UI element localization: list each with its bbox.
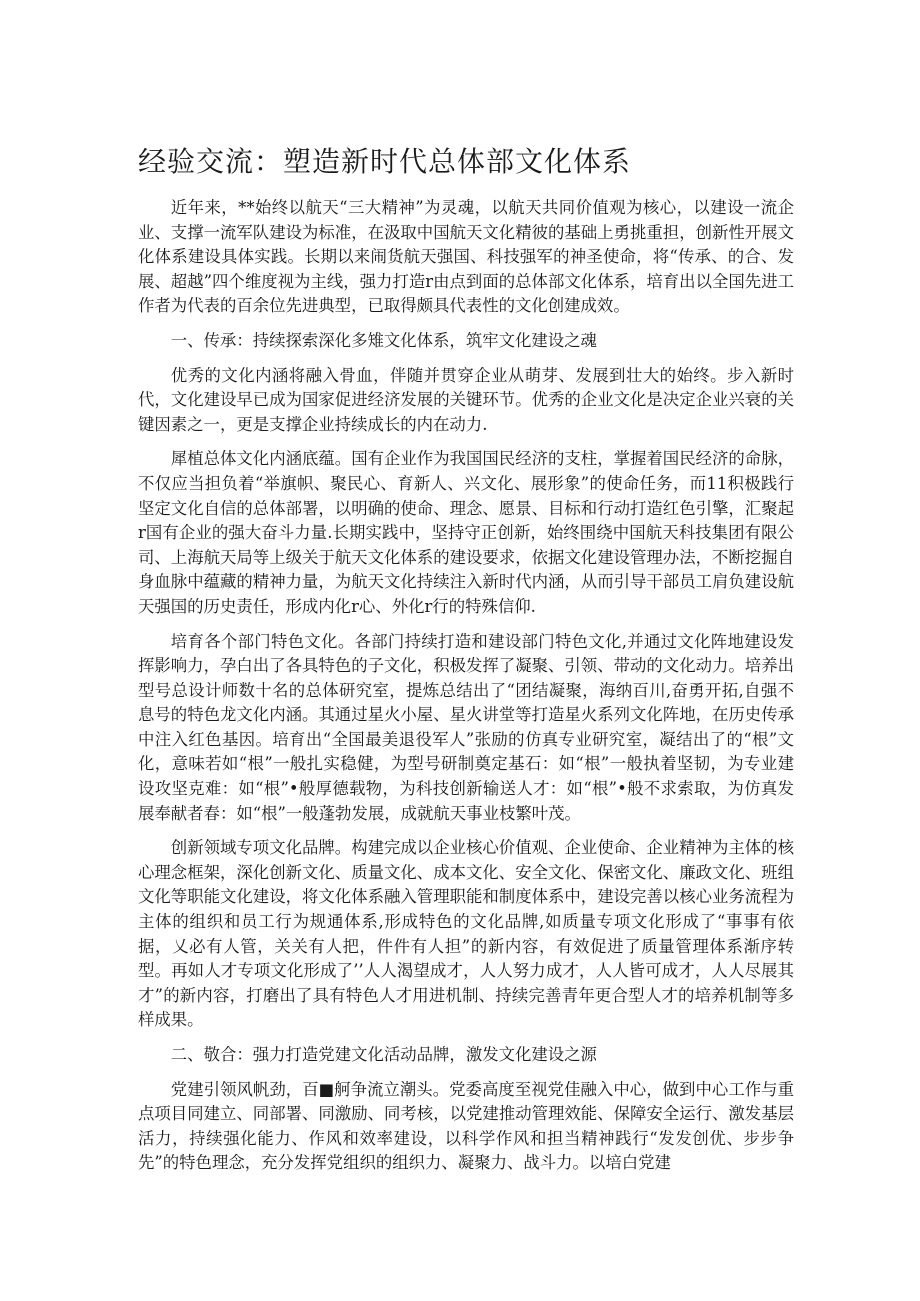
intro-paragraph: 近年来，**始终以航天“三大精神”为灵魂，以航天共同价值观为核心，以建设一流企业、支撑一流军队建设为标准，在汲取中国航天文化精彼的基础上勇挑重担，创新性开展文化体系建设具体实践。长期以来闹货航天强国、科技强军的神圣使命，将“传承、的合、发展、超越”四个维度视为主线，强力打造r由点到面的总体部文化体系，培育出以全国先进工作者为代表的百余位先进典型，已取得颇具代表性的文化创建成效。	[138, 198, 794, 316]
section-1-paragraph-3: 培育各个部门特色文化。各部门持续打造和建设部门特色文化,并通过文化阵地建设发挥影响力，孕白出了各具特色的子文化，积极发挥了凝聚、引领、带动的文化动力。培养出型号总设计师数十名的总体研究室，提炼总结出了“团结凝聚，海纳百川,奋勇开拓,自强不息号的特色龙文化内涵。其通过星火小屋、星火讲堂等打造星火系列文化阵地，在历史传承中注入红色基因。培育出“全国最美退役军人”张励的仿真专业研究室，凝结出了的“根”文化，意味若如“根”一般扎实稳健，为型号研制奠定基石：如“根”一般执着坚韧，为专业建设攻坚克难：如“根”•般厚德载物，为科技创新输送人才：如“根”•般不求索取，为仿真发展奉献者春：如“根”一般蓬勃发展，成就航天事业枝繁叶茂。	[138, 631, 794, 823]
section-1-paragraph-2: 犀植总体文化内涵底蕴。国有企业作为我国国民经济的支柱，掌握着国民经济的命脉，不仅应当担负着“举旗帜、聚民心、育新人、兴文化、展形象”的使命任务，而11积极践行坚定文化自信的总体部署，以明确的使命、理念、愿景、目标和行动打造红色引擎，汇聚起r国有企业的强大奋斗力量.长期实践中，坚持守正创新，始终围绕中国航天科技集团有限公司、上海航天局等上级关于航天文化体系的建设要求，依据文化建设管理办法，不断挖掘自身血脉中蕴藏的精神力量，为航天文化持续注入新时代内涵，从而引导干部员工肩负建设航天强国的历史责任，形成内化r心、外化r行的特殊信仰.	[138, 449, 794, 616]
document-title: 经验交流：塑造新时代总体部文化体系	[138, 145, 632, 178]
section-2-heading: 二、敬合：强力打造党建文化活动品牌，激发文化建设之源	[170, 1045, 597, 1064]
section-2-paragraph-1: 党建引领风帆劲，百■舸争流立潮头。党委高度至视党佳融入中心，做到中心工作与重点项目同建立、同部署、同激励、同考核，以党建推动管理效能、保障安全运行、激发基层活力，持续强化能力、作风和效率建设，以科学作风和担当精神践行“发发创优、步步争先”的特色理念，充分发挥党组织的组织力、凝聚力、战斗力。以培白党建	[138, 1079, 794, 1173]
section-1-paragraph-1: 优秀的文化内涵将融入骨血，伴随并贯穿企业从萌芽、发展到壮大的始终。步入新时代，文化建设早已成为国家促进经济发展的关键环节。优秀的企业文化是决定企业兴衰的关键因素之一，更是支撑企业持续成长的内在动力.	[138, 365, 794, 434]
section-1-heading: 一、传承：持续探索深化多雉文化体系，筑牢文化建设之魂	[170, 330, 597, 350]
document-page	[138, 142, 794, 1186]
section-1-paragraph-4: 创新领域专项文化品牌。构建完成以企业核心价值观、企业使命、企业精神为主体的核心理念框架，深化创新文化、质量文化、成本文化、安全文化、保密文化、廉政文化、班组文化等职能文化建设，将文化体系融入管理职能和制度体系中，建设完善以核心业务流程为主体的组织和员工行为规通体系,形成特色的文化品牌,如质量专项文化形成了“事事有依据，乂必有人管，关关有人把，件件有人担”的新内容，有效促进了质量管理体系渐序转型。再如人才专项文化形成了’’人人渴望成才，人人努力成才，人人皆可成才，人人尽展其才”的新内容，打磨出了具有特色人才用进机制、持续完善青年更合型人才的培养机制等多样成果。	[138, 838, 794, 1030]
